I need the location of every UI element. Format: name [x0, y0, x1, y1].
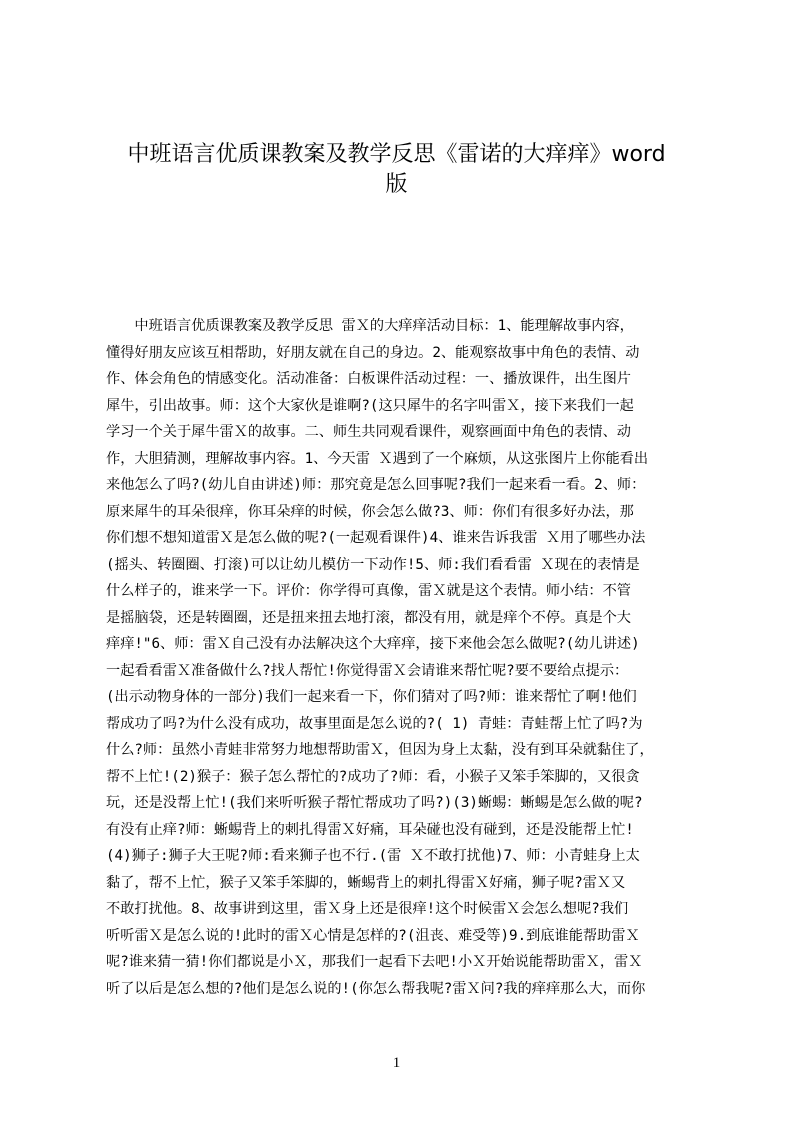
body-line: 你们想不想知道雷Ｘ是怎么做的呢?(一起观看课件)4、谁来告诉我雷 Ｘ用了哪些办法 — [106, 530, 646, 546]
title-line-1: 中班语言优质课教案及教学反思《雷诺的大痒痒》word — [127, 142, 666, 167]
document-title — [100, 140, 693, 200]
body-line: 痒痒!"6、师：雷Ｘ自己没有办法解决这个大痒痒，接下来他会怎么做呢?(幼儿讲述) — [106, 636, 640, 652]
body-line: 呢?谁来猜一猜!你们都说是小Ｘ，那我们一起看下去吧!小Ｘ开始说能帮助雷Ｘ，雷Ｘ — [106, 954, 643, 970]
body-line: 来他怎么了吗?(幼儿自由讲述)师：那究竟是怎么回事呢?我们一起来看一看。2、师： — [106, 477, 646, 493]
body-line: 作，大胆猜测，理解故事内容。1、今天雷 Ｘ遇到了一个麻烦，从这张图片上你能看出 — [106, 450, 649, 467]
body-line: 中班语言优质课教案及教学反思 雷Ｘ的大痒痒活动目标：1、能理解故事内容， — [106, 318, 634, 334]
body-line: 懂得好朋友应该互相帮助，好朋友就在自己的身边。2、能观察故事中角色的表情、动 — [106, 344, 640, 361]
body-line: 帮成功了吗?为什么没有成功，故事里面是怎么说的?( 1) 青蛙：青蛙帮上忙了吗?为 — [106, 715, 643, 732]
body-line: 原来犀牛的耳朵很痒，你耳朵痒的时候，你会怎么做?3、师：你们有很多好办法，那 — [106, 503, 634, 520]
body-line: 玩，还是没帮上忙!(我们来听听猴子帮忙帮成功了吗?)(3)蜥蜴：蜥蜴是怎么做的呢? — [106, 795, 643, 811]
body-line: (摇头、转圈圈、打滚)可以让幼儿模仿一下动作!5、师:我们看看雷 Ｘ现在的表情是 — [106, 556, 640, 573]
body-line: 不敢打扰他。8、故事讲到这里，雷Ｘ身上还是很痒!这个时候雷Ｘ会怎么想呢?我们 — [106, 901, 629, 917]
body-line: 作、体会角色的情感变化。活动准备：白板课件活动过程：一、播放课件，出生图片 — [106, 371, 631, 387]
body-line: (出示动物身体的一部分)我们一起来看一下，你们猜对了吗?师：谁来帮忙了啊!他们 — [106, 689, 637, 705]
body-line: 一起看看雷Ｘ准备做什么?找人帮忙!你觉得雷Ｘ会请谁来帮忙呢?要不要给点提示： — [106, 662, 629, 679]
title-line-2: 版 — [385, 172, 408, 197]
body-line: 帮不上忙!(2)猴子：猴子怎么帮忙的?成功了?师：看，小猴子又笨手笨脚的，又很贪 — [106, 768, 640, 785]
body-line: 什么?师：虽然小青蛙非常努力地想帮助雷Ｘ，但因为身上太黏，没有到耳朵就黏住了， — [106, 742, 654, 758]
body-line: 什么样子的，谁来学一下。评价：你学得可真像，雷Ｘ就是这个表情。师小结：不管 — [106, 583, 631, 599]
body-line: 学习一个关于犀牛雷Ｘ的故事。二、师生共同观看课件，观察画面中角色的表情、动 — [106, 424, 631, 440]
document-body — [106, 313, 698, 1033]
body-line: 黏了，帮不上忙，猴子又笨手笨脚的，蜥蜴背上的刺扎得雷Ｘ好痛，狮子呢?雷Ｘ又 — [106, 874, 626, 891]
body-line: 犀牛，引出故事。师：这个大家伙是谁啊?(这只犀牛的名字叫雷Ｘ，接下来我们一起 — [106, 397, 634, 414]
body-line: (4)狮子:狮子大王呢?师:看来狮子也不行.(雷 Ｘ不敢打扰他)7、师：小青蛙身上太 — [106, 848, 640, 864]
body-line: 是摇脑袋，还是转圈圈，还是扭来扭去地打滚，都没有用，就是痒个不停。真是个大 — [106, 609, 631, 626]
page-number: 1 — [392, 1055, 401, 1071]
body-line: 听了以后是怎么想的?他们是怎么说的!(你怎么帮我呢?雷Ｘ问?我的痒痒那么大，而你 — [106, 980, 646, 997]
body-line: 听听雷Ｘ是怎么说的!此时的雷Ｘ心情是怎样的?(沮丧、难受等)9.到底谁能帮助雷Ｘ — [106, 927, 640, 944]
body-line: 有没有止痒?师：蜥蜴背上的刺扎得雷Ｘ好痛，耳朵碰也没有碰到，还是没能帮上忙! — [106, 821, 634, 838]
